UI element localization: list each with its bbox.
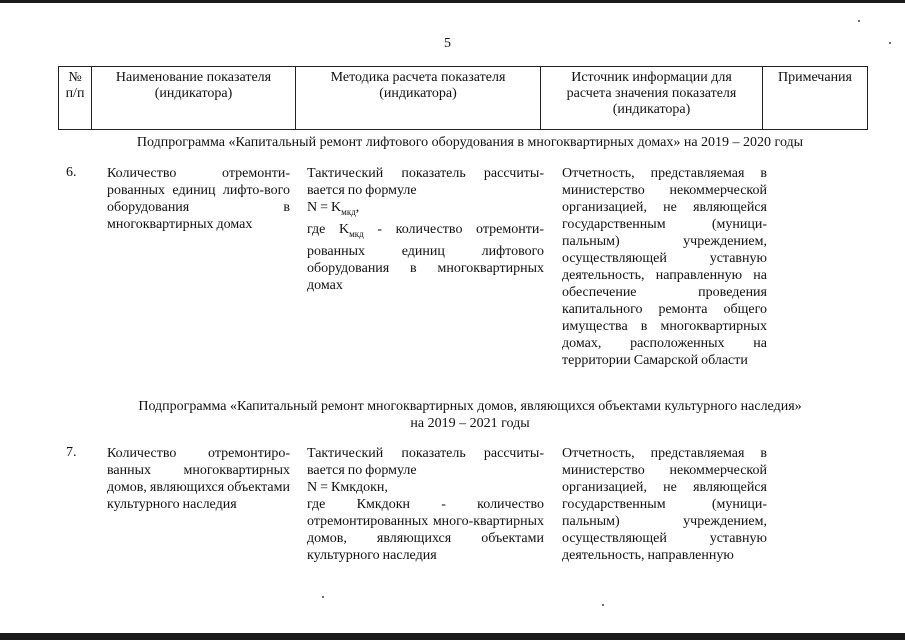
row-number: 7. <box>66 445 77 460</box>
where-prefix: где K <box>307 221 350 237</box>
page-number: 5 <box>444 36 451 51</box>
header-source <box>541 67 763 130</box>
formula: N = Кмкдокн, <box>307 480 388 495</box>
header-name-text: Наименование показателя (индикатора) <box>115 70 272 101</box>
header-method-text: Методика расчета показателя (индикатора) <box>330 70 506 101</box>
subprogram-title-line2: на 2019 – 2021 годы <box>410 416 530 431</box>
formula-main: N = K <box>307 200 342 215</box>
information-source: Отчетность, представляемая в министерство некоммерческой организацией, не являющейся государственным (муници-пальным) учреждением, осуществляющей уставную деятельность, направленную <box>562 446 767 563</box>
scan-speck <box>602 604 604 606</box>
where-rest: - количество отремонти-рованных единиц лифтового оборудования в многоквартирных домах <box>307 221 544 293</box>
scan-speck <box>322 596 324 598</box>
scan-edge-top <box>0 0 905 3</box>
row-number: 6. <box>66 165 77 180</box>
where-subscript: мкд <box>349 228 364 239</box>
method-intro: Тактический показатель рассчиты-вается по формуле <box>307 166 544 198</box>
header-num <box>59 67 92 130</box>
formula-explanation: где Кмкдокн - количество отремонтированных много-квартирных домов, являющихся объектами культурного наследия <box>307 497 544 563</box>
formula-subscript: мкд <box>341 206 356 217</box>
header-num-text: № п/п <box>65 70 85 101</box>
subprogram-title-line1: Подпрограмма «Капитальный ремонт многоквартирных домов, являющихся объектами культурного наследия» <box>138 399 802 414</box>
method-intro: Тактический показатель рассчиты-вается по формуле <box>307 446 544 478</box>
header-note-text: Примечания <box>777 70 852 85</box>
formula-tail: , <box>355 200 360 215</box>
header-name <box>92 67 296 130</box>
scan-edge-bottom <box>0 633 905 640</box>
header-method <box>296 67 541 130</box>
header-note <box>763 67 868 130</box>
formula-explanation <box>307 221 544 294</box>
indicator-name: Количество отремонти-рованных единиц лифто-вого оборудования в многоквартирных домах <box>107 166 290 232</box>
subprogram-title <box>90 398 850 432</box>
calculation-method <box>307 165 544 294</box>
calculation-method <box>307 445 544 564</box>
scan-speck <box>889 42 891 44</box>
indicator-name: Количество отремонтиро-ванных многоквартирных домов, являющихся объектами культурного наследия <box>107 446 290 512</box>
subprogram-title: Подпрограмма «Капитальный ремонт лифтового оборудования в многоквартирных домах» на 2019 – 2020 годы <box>136 135 804 150</box>
table-header-row <box>59 67 868 130</box>
header-source-text: Источник информации для расчета значения показателя (индикатора) <box>566 70 737 117</box>
table-header <box>58 66 868 130</box>
formula <box>307 199 544 221</box>
information-source: Отчетность, представляемая в министерство некоммерческой организацией, не являющейся государственным (муници-пальным) учреждением, осуществляющей уставную деятельность, направленную на обеспечение проведения капитального ремонта общего имущества в многоквартирных домах, расположенных на территории Самарской области <box>562 166 767 368</box>
scan-speck <box>858 20 860 22</box>
